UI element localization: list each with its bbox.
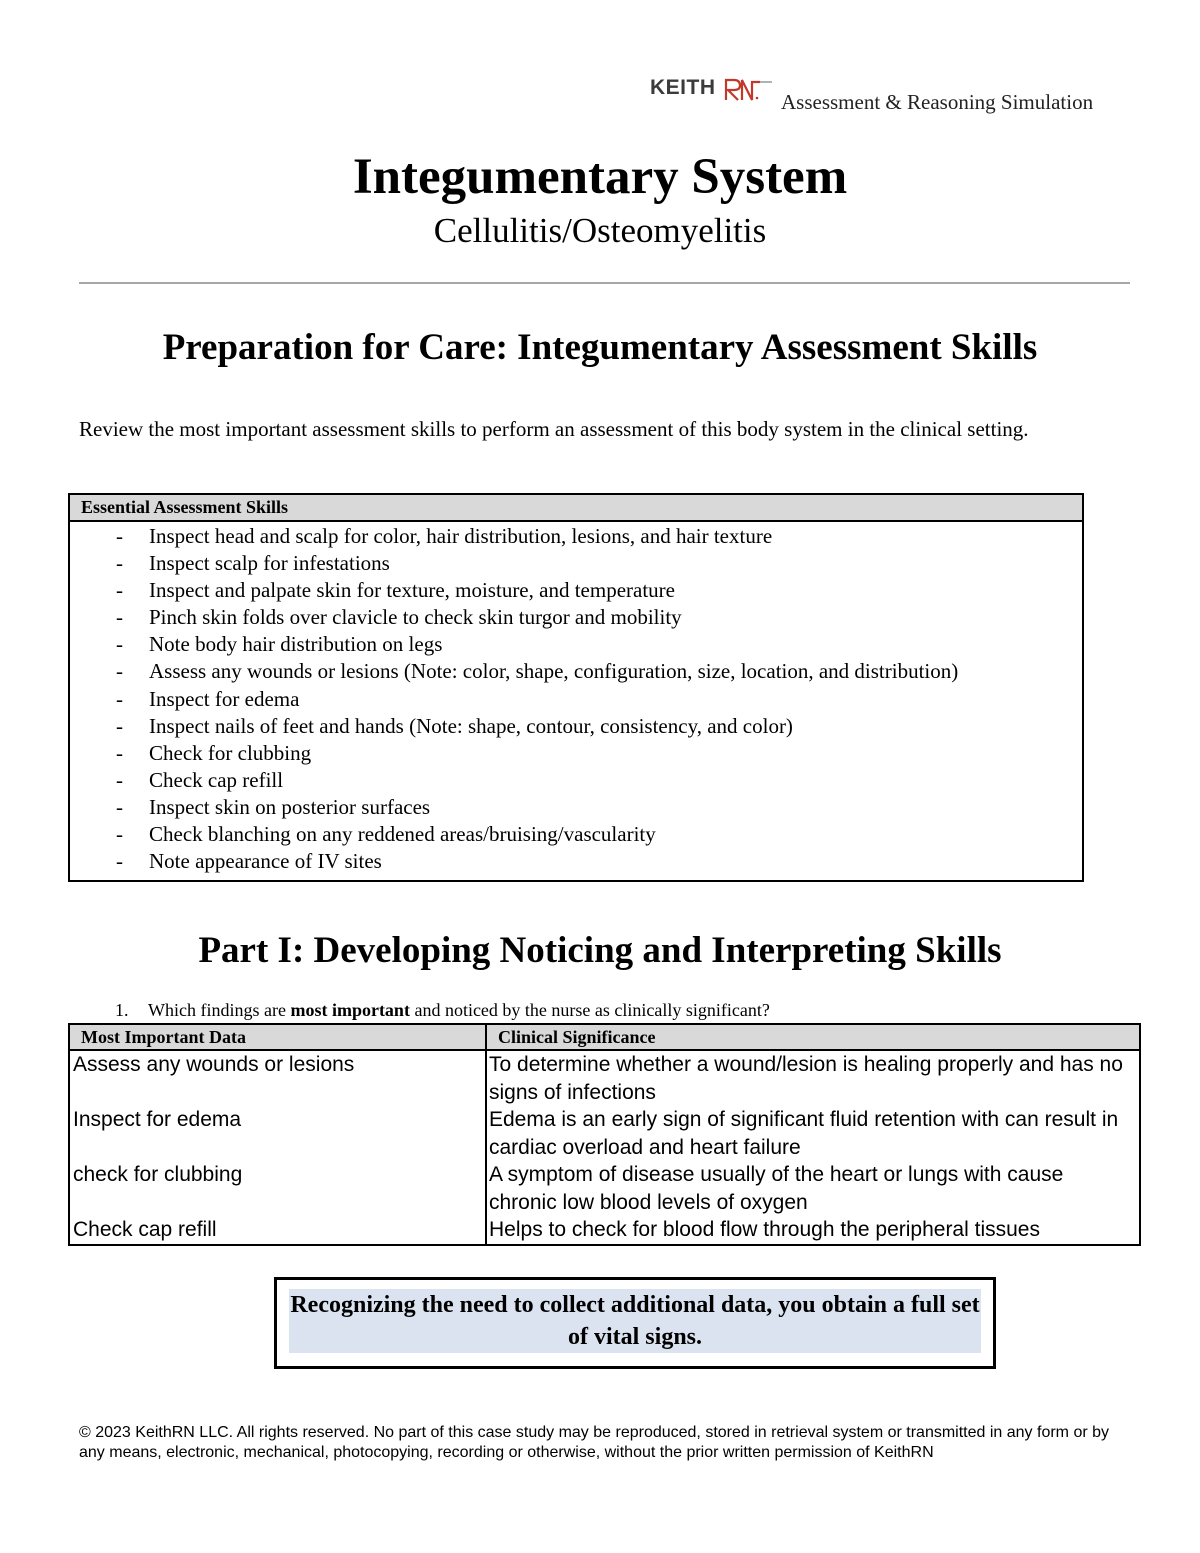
callout-box [274, 1277, 996, 1369]
skill-item [70, 821, 1082, 848]
column-header-significance: Clinical Significance [486, 1024, 1140, 1050]
dash-bullet: - [116, 849, 123, 874]
table-row [69, 1216, 1140, 1245]
skill-text: Inspect head and scalp for color, hair distribution, lesions, and hair texture [149, 524, 773, 548]
question-emphasis: most important [290, 1000, 410, 1020]
skill-item [70, 604, 1082, 631]
skill-text: Assess any wounds or lesions (Note: color, shape, configuration, size, location, and distribution) [149, 659, 959, 684]
table-row [69, 1050, 1140, 1106]
header [650, 76, 1140, 116]
skill-item [70, 713, 1082, 740]
finding-cell: Assess any wounds or lesions [69, 1050, 486, 1106]
skill-text: Inspect scalp for infestations [149, 551, 390, 576]
skill-item [70, 523, 1082, 550]
skill-text: Note body hair distribution on legs [149, 632, 443, 657]
skill-item [70, 686, 1082, 713]
findings-table [68, 1023, 1141, 1246]
significance-cell: Helps to check for blood flow through the peripheral tissues [486, 1216, 1140, 1245]
skill-text: Check cap refill [149, 767, 284, 792]
findings-table-body [69, 1050, 1140, 1245]
skill-text: Inspect and palpate skin for texture, moisture, and temperature [149, 578, 675, 603]
copyright-notice: © 2023 KeithRN LLC. All rights reserved. No part of this case study may be reproduced, stored in retrieval system or transmitted in any form or by any means, electronic, mechanical, photocopying, recording or otherwise, without the prior written permission of KeithRN [79, 1424, 1110, 1461]
question-text [148, 1000, 770, 1021]
skill-item [70, 740, 1082, 767]
prep-heading: Preparation for Care: Integumentary Assessment Skills [162, 327, 1038, 368]
dash-bullet: - [116, 822, 123, 847]
dash-bullet: - [116, 713, 123, 738]
skill-text: Pinch skin folds over clavicle to check skin turgor and mobility [149, 605, 682, 630]
skill-text: Inspect for edema [149, 686, 300, 711]
skill-item [70, 767, 1082, 794]
significance-cell: To determine whether a wound/lesion is healing properly and has no signs of infections [486, 1050, 1140, 1106]
dash-bullet: - [116, 551, 123, 576]
dash-bullet: - [116, 794, 123, 819]
document-subtitle: Cellulitis/Osteomyelitis [433, 211, 767, 250]
question-number: 1. [115, 1000, 129, 1020]
skill-item [70, 658, 1082, 685]
callout-text: Recognizing the need to collect additional data, you obtain a full set of vital signs. [289, 1289, 981, 1353]
table-row [69, 1106, 1140, 1161]
logo-text: KEITH [650, 76, 716, 99]
findings-table-header-row [69, 1024, 1140, 1050]
question-text-start: Which findings are [148, 1000, 291, 1020]
dash-bullet: - [116, 578, 123, 603]
finding-cell: Check cap refill [69, 1216, 486, 1245]
prep-intro: Review the most important assessment skills to perform an assessment of this body system in the clinical setting. [79, 417, 1029, 441]
title-divider [79, 282, 1130, 284]
header-tagline: Assessment & Reasoning Simulation [781, 90, 1094, 114]
dash-bullet: - [116, 524, 123, 548]
skill-item [70, 631, 1082, 658]
dash-bullet: - [116, 767, 123, 792]
skill-item [70, 794, 1082, 821]
skill-item [70, 550, 1082, 577]
skills-box-header: Essential Assessment Skills [70, 495, 1082, 522]
dash-bullet: - [116, 632, 123, 657]
document-title: Integumentary System [352, 149, 848, 205]
skill-text: Note appearance of IV sites [149, 849, 382, 874]
skill-item [70, 577, 1082, 604]
skills-list [70, 522, 1082, 875]
dash-bullet: - [116, 686, 123, 711]
table-row [69, 1161, 1140, 1216]
significance-cell: Edema is an early sign of significant fluid retention with can result in cardiac overload and heart failure [486, 1106, 1140, 1161]
dash-bullet: - [116, 659, 123, 684]
significance-cell: A symptom of disease usually of the heart or lungs with cause chronic low blood levels of oxygen [486, 1161, 1140, 1216]
skill-text: Inspect skin on posterior surfaces [149, 794, 431, 819]
part1-heading: Part I: Developing Noticing and Interpreting Skills [198, 930, 1002, 971]
skill-text: Inspect nails of feet and hands (Note: shape, contour, consistency, and color) [149, 713, 793, 738]
skill-item [70, 848, 1082, 875]
column-header-data: Most Important Data [69, 1024, 486, 1050]
skill-text: Check for clubbing [149, 740, 312, 765]
dash-bullet: - [116, 740, 123, 765]
essential-skills-box [68, 493, 1084, 882]
question-text-end: and noticed by the nurse as clinically significant? [409, 1000, 770, 1020]
finding-cell: Inspect for edema [69, 1106, 486, 1161]
logo-rn-mark-icon [724, 76, 780, 106]
finding-cell: check for clubbing [69, 1161, 486, 1216]
skill-text: Check blanching on any reddened areas/bruising/vascularity [149, 822, 656, 847]
dash-bullet: - [116, 605, 123, 630]
